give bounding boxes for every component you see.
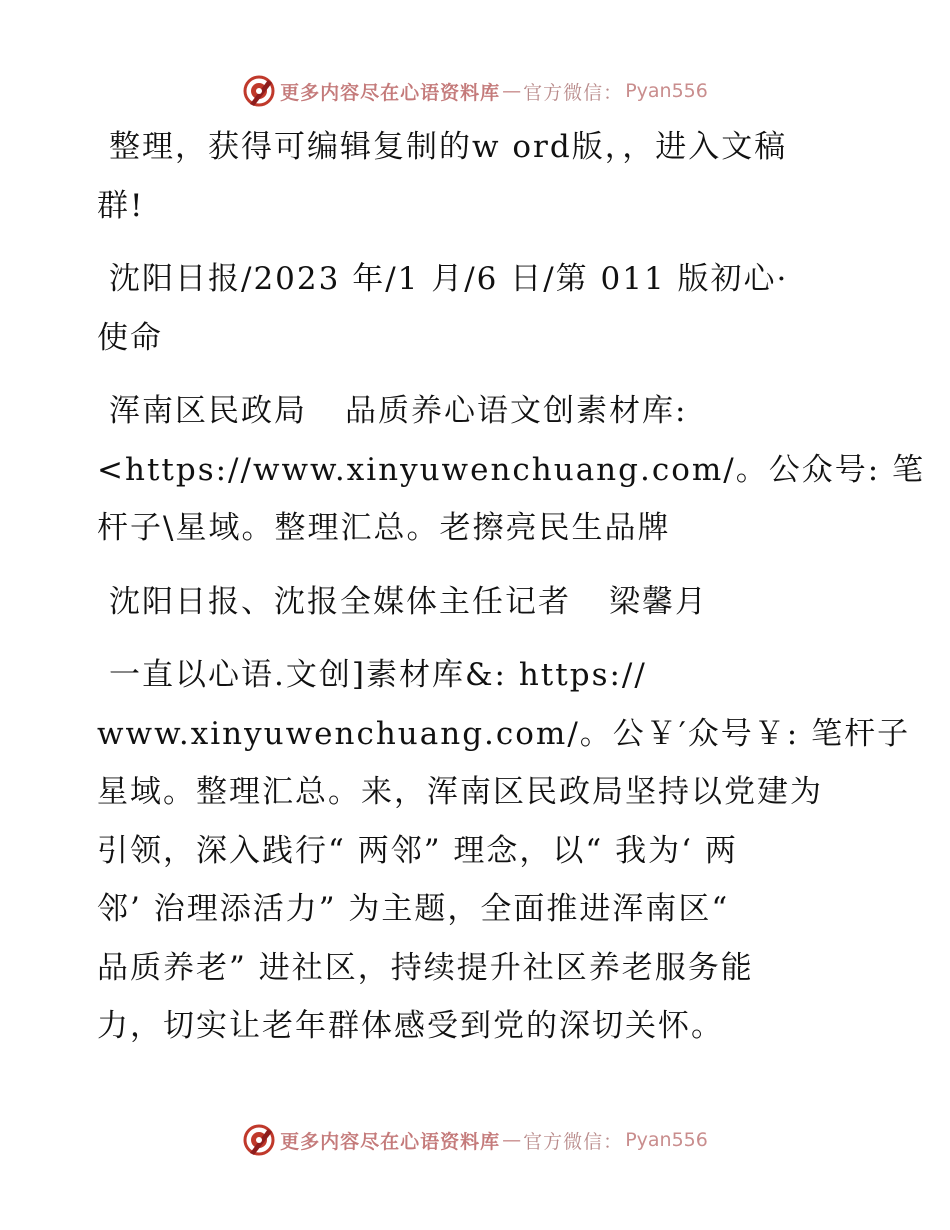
text-line: 引领，深入践行“ 两邻” 理念，以“ 我为‘ 两 bbox=[97, 832, 738, 869]
headline-part-2: 品质养心语文创素材库: bbox=[345, 393, 688, 429]
text-line: 一直以心语.文创]素材库&: https:// bbox=[109, 657, 647, 693]
text-line: 整理，获得可编辑复制的w ord版，，进入文稿 bbox=[109, 129, 788, 165]
watermark-brand: 更多内容尽在心语资料库 bbox=[280, 81, 501, 104]
watermark-wechat-id: Pyan556 bbox=[625, 1129, 708, 1151]
watermark-wechat-id: Pyan556 bbox=[625, 80, 708, 102]
watermark-dash: — bbox=[502, 1129, 522, 1151]
text-line: 沈阳日报/2023 年/1 月/6 日/第 011 版初心· bbox=[109, 261, 789, 297]
paragraph-intro bbox=[97, 118, 857, 235]
text-line bbox=[97, 382, 857, 441]
text-line: 星域。整理汇总。来，浑南区民政局坚持以党建为 bbox=[97, 774, 823, 810]
header-watermark bbox=[0, 71, 950, 111]
paragraph-headline bbox=[97, 382, 926, 558]
text-line: 使命 bbox=[97, 319, 163, 356]
headline-part-1: 浑南区民政局 bbox=[109, 393, 307, 429]
pen-logo-icon bbox=[242, 74, 276, 108]
byline-author: 梁馨月 bbox=[609, 583, 708, 620]
text-line: 杆子\星域。整理汇总。老擦亮民生品牌 bbox=[97, 510, 671, 546]
text-line: www.xinyuwenchuang.com/。公￥′众号￥: 笔杆子 bbox=[97, 715, 911, 752]
text-line: 品质养老” 进社区，持续提升社区养老服务能 bbox=[97, 949, 754, 986]
text-line: <https://www.xinyuwenchuang.com/。公众号: 笔 bbox=[97, 451, 926, 488]
paragraph-body bbox=[97, 646, 911, 1056]
document-body bbox=[97, 118, 926, 1056]
watermark-official: 官方微信： bbox=[523, 1130, 624, 1153]
text-line: 力，切实让老年群体感受到党的深切关怀。 bbox=[97, 1008, 724, 1044]
watermark-dash: — bbox=[502, 80, 522, 102]
byline-outlet: 沈阳日报、沈报全媒体主任记者 bbox=[109, 583, 571, 620]
watermark-official: 官方微信： bbox=[523, 81, 624, 104]
text-line: 群! bbox=[97, 187, 145, 224]
text-line: 邻’ 治理添活力” 为主题，全面推进浑南区“ bbox=[97, 891, 730, 927]
footer-watermark bbox=[0, 1120, 950, 1160]
paragraph-byline bbox=[97, 573, 857, 632]
pen-logo-icon bbox=[242, 1123, 276, 1157]
text-line bbox=[97, 573, 857, 632]
paragraph-source bbox=[97, 250, 857, 367]
watermark-brand: 更多内容尽在心语资料库 bbox=[280, 1130, 501, 1153]
